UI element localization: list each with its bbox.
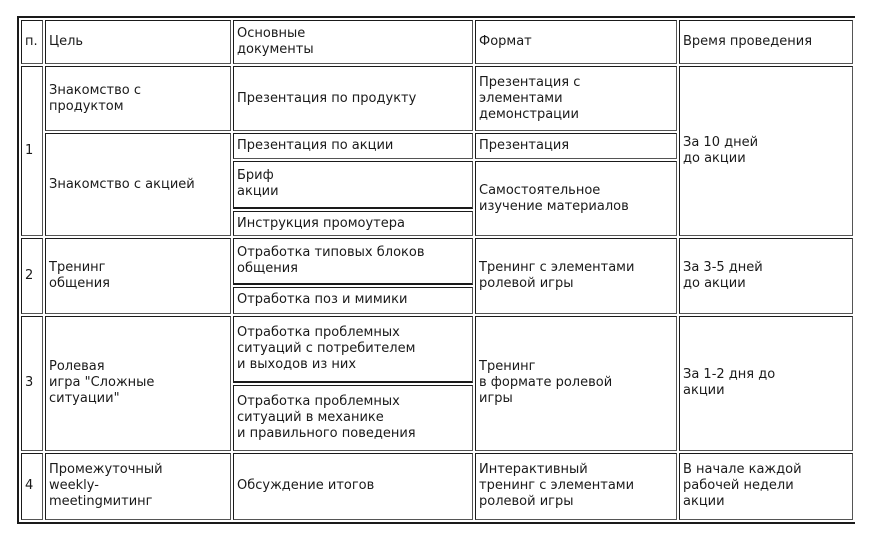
header-time: Время проведения — [679, 20, 853, 64]
row2-time: За 3-5 дней до акции — [679, 238, 853, 314]
row1-format-presentation: Презентация — [475, 133, 677, 158]
row2-format: Тренинг с элементами ролевой игры — [475, 238, 677, 314]
row1-doc-product-presentation: Презентация по продукту — [233, 66, 473, 131]
header-num: п. — [21, 20, 43, 64]
row4-docs: Обсуждение итогов — [233, 453, 473, 520]
schedule-table — [19, 18, 855, 522]
row3-num: 3 — [21, 316, 43, 451]
row4-goal: Промежуточный weekly- meetingмитинг — [45, 453, 231, 520]
row2-num: 2 — [21, 238, 43, 314]
table-row — [21, 316, 853, 383]
row3-format: Тренинг в формате ролевой игры — [475, 316, 677, 451]
row1-doc-promoter-instruction: Инструкция промоутера — [233, 211, 473, 236]
row1-num: 1 — [21, 66, 43, 236]
row1-format-self-study: Самостоятельное изучение материалов — [475, 161, 677, 237]
row2-goal: Тренинг общения — [45, 238, 231, 314]
row3-doc-consumer: Отработка проблемных ситуаций с потребителем и выходов из них — [233, 316, 473, 383]
row4-num: 4 — [21, 453, 43, 520]
row1-goal-product: Знакомство с продуктом — [45, 66, 231, 131]
row4-time: В начале каждой рабочей недели акции — [679, 453, 853, 520]
header-docs: Основные документы — [233, 20, 473, 64]
row1-doc-brief: Бриф акции — [233, 161, 473, 209]
table-row — [21, 453, 853, 520]
header-row — [21, 20, 853, 64]
row3-doc-mechanics: Отработка проблемных ситуаций в механике и правильного поведения — [233, 385, 473, 450]
row1-format-demo: Презентация с элементами демонстрации — [475, 66, 677, 131]
training-schedule-table — [17, 16, 855, 524]
table-row — [21, 238, 853, 284]
row1-goal-promo: Знакомство с акцией — [45, 133, 231, 236]
row1-time: За 10 дней до акции — [679, 66, 853, 236]
row3-goal: Ролевая игра "Сложные ситуации" — [45, 316, 231, 451]
header-format: Формат — [475, 20, 677, 64]
row1-doc-promo-presentation: Презентация по акции — [233, 133, 473, 158]
row2-doc-blocks: Отработка типовых блоков общения — [233, 238, 473, 284]
row4-format: Интерактивный тренинг с элементами ролевой игры — [475, 453, 677, 520]
row3-time: За 1-2 дня до акции — [679, 316, 853, 451]
table-row — [21, 66, 853, 131]
header-goal: Цель — [45, 20, 231, 64]
row2-doc-poses: Отработка поз и мимики — [233, 287, 473, 314]
